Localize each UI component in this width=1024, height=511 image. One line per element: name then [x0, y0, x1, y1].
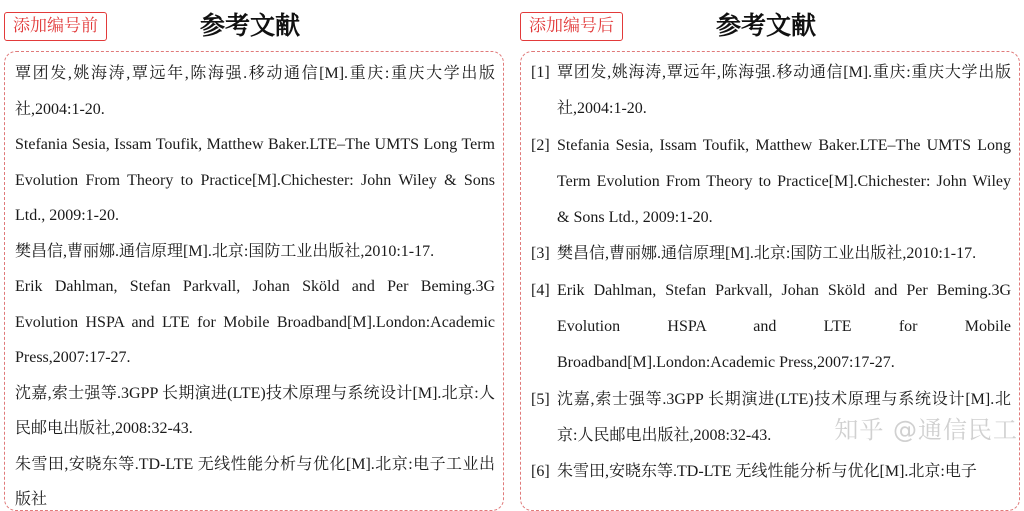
reference-entry	[531, 55, 1011, 128]
left-reference-list	[4, 51, 504, 511]
reference-text: 樊昌信,曹丽娜.通信原理[M].北京:国防工业出版社,2010:1-17.	[557, 236, 1011, 272]
reference-entry	[531, 454, 1011, 490]
reference-entry	[531, 236, 1011, 272]
reference-text: Stefania Sesia, Issam Toufik, Matthew Baker.LTE–The UMTS Long Term Evolution From Theory to Practice[M].Chichester: John Wiley & Sons Ltd., 2009:1-20.	[557, 128, 1011, 237]
reference-entry: Stefania Sesia, Issam Toufik, Matthew Baker.LTE–The UMTS Long Term Evolution From Theory to Practice[M].Chichester: John Wiley & Sons Ltd., 2009:1-20.	[15, 127, 495, 234]
reference-entry	[531, 273, 1011, 382]
reference-text: Erik Dahlman, Stefan Parkvall, Johan Sköld and Per Beming.3G Evolution HSPA and LTE for Mobile Broadband[M].London:Academic Press,2007:17-27.	[557, 273, 1011, 382]
reference-text: 朱雪田,安晓东等.TD-LTE 无线性能分析与优化[M].北京:电子	[557, 454, 1011, 490]
before-numbering-tag: 添加编号前	[4, 12, 107, 41]
reference-text: 覃团发,姚海涛,覃远年,陈海强.移动通信[M].重庆:重庆大学出版社,2004:1-20.	[557, 55, 1011, 128]
after-numbering-tag: 添加编号后	[520, 12, 623, 41]
panel-before-numbering	[0, 0, 508, 487]
reference-number: [2]	[531, 128, 557, 237]
reference-number: [3]	[531, 236, 557, 272]
reference-number: [6]	[531, 454, 557, 490]
right-page-title: 参考文献	[716, 6, 816, 42]
reference-entry: 樊昌信,曹丽娜.通信原理[M].北京:国防工业出版社,2010:1-17.	[15, 234, 495, 270]
reference-number: [5]	[531, 382, 557, 455]
reference-entry: 朱雪田,安晓东等.TD-LTE 无线性能分析与优化[M].北京:电子工业出版社	[15, 447, 495, 511]
panel-after-numbering	[516, 0, 1024, 487]
reference-entry	[531, 128, 1011, 237]
reference-text: 沈嘉,索士强等.3GPP 长期演进(LTE)技术原理与系统设计[M].北京:人民邮电出版社,2008:32-43.	[557, 382, 1011, 455]
left-page-title: 参考文献	[200, 6, 300, 42]
reference-entry: 沈嘉,索士强等.3GPP 长期演进(LTE)技术原理与系统设计[M].北京:人民邮电出版社,2008:32-43.	[15, 376, 495, 447]
zhihu-watermark: 知乎 @通信民工	[834, 410, 1018, 445]
reference-number: [1]	[531, 55, 557, 128]
reference-entry: 覃团发,姚海涛,覃远年,陈海强.移动通信[M].重庆:重庆大学出版社,2004:1-20.	[15, 56, 495, 127]
reference-entry: Erik Dahlman, Stefan Parkvall, Johan Sköld and Per Beming.3G Evolution HSPA and LTE for Mobile Broadband[M].London:Academic Press,2007:17-27.	[15, 269, 495, 376]
reference-number: [4]	[531, 273, 557, 382]
